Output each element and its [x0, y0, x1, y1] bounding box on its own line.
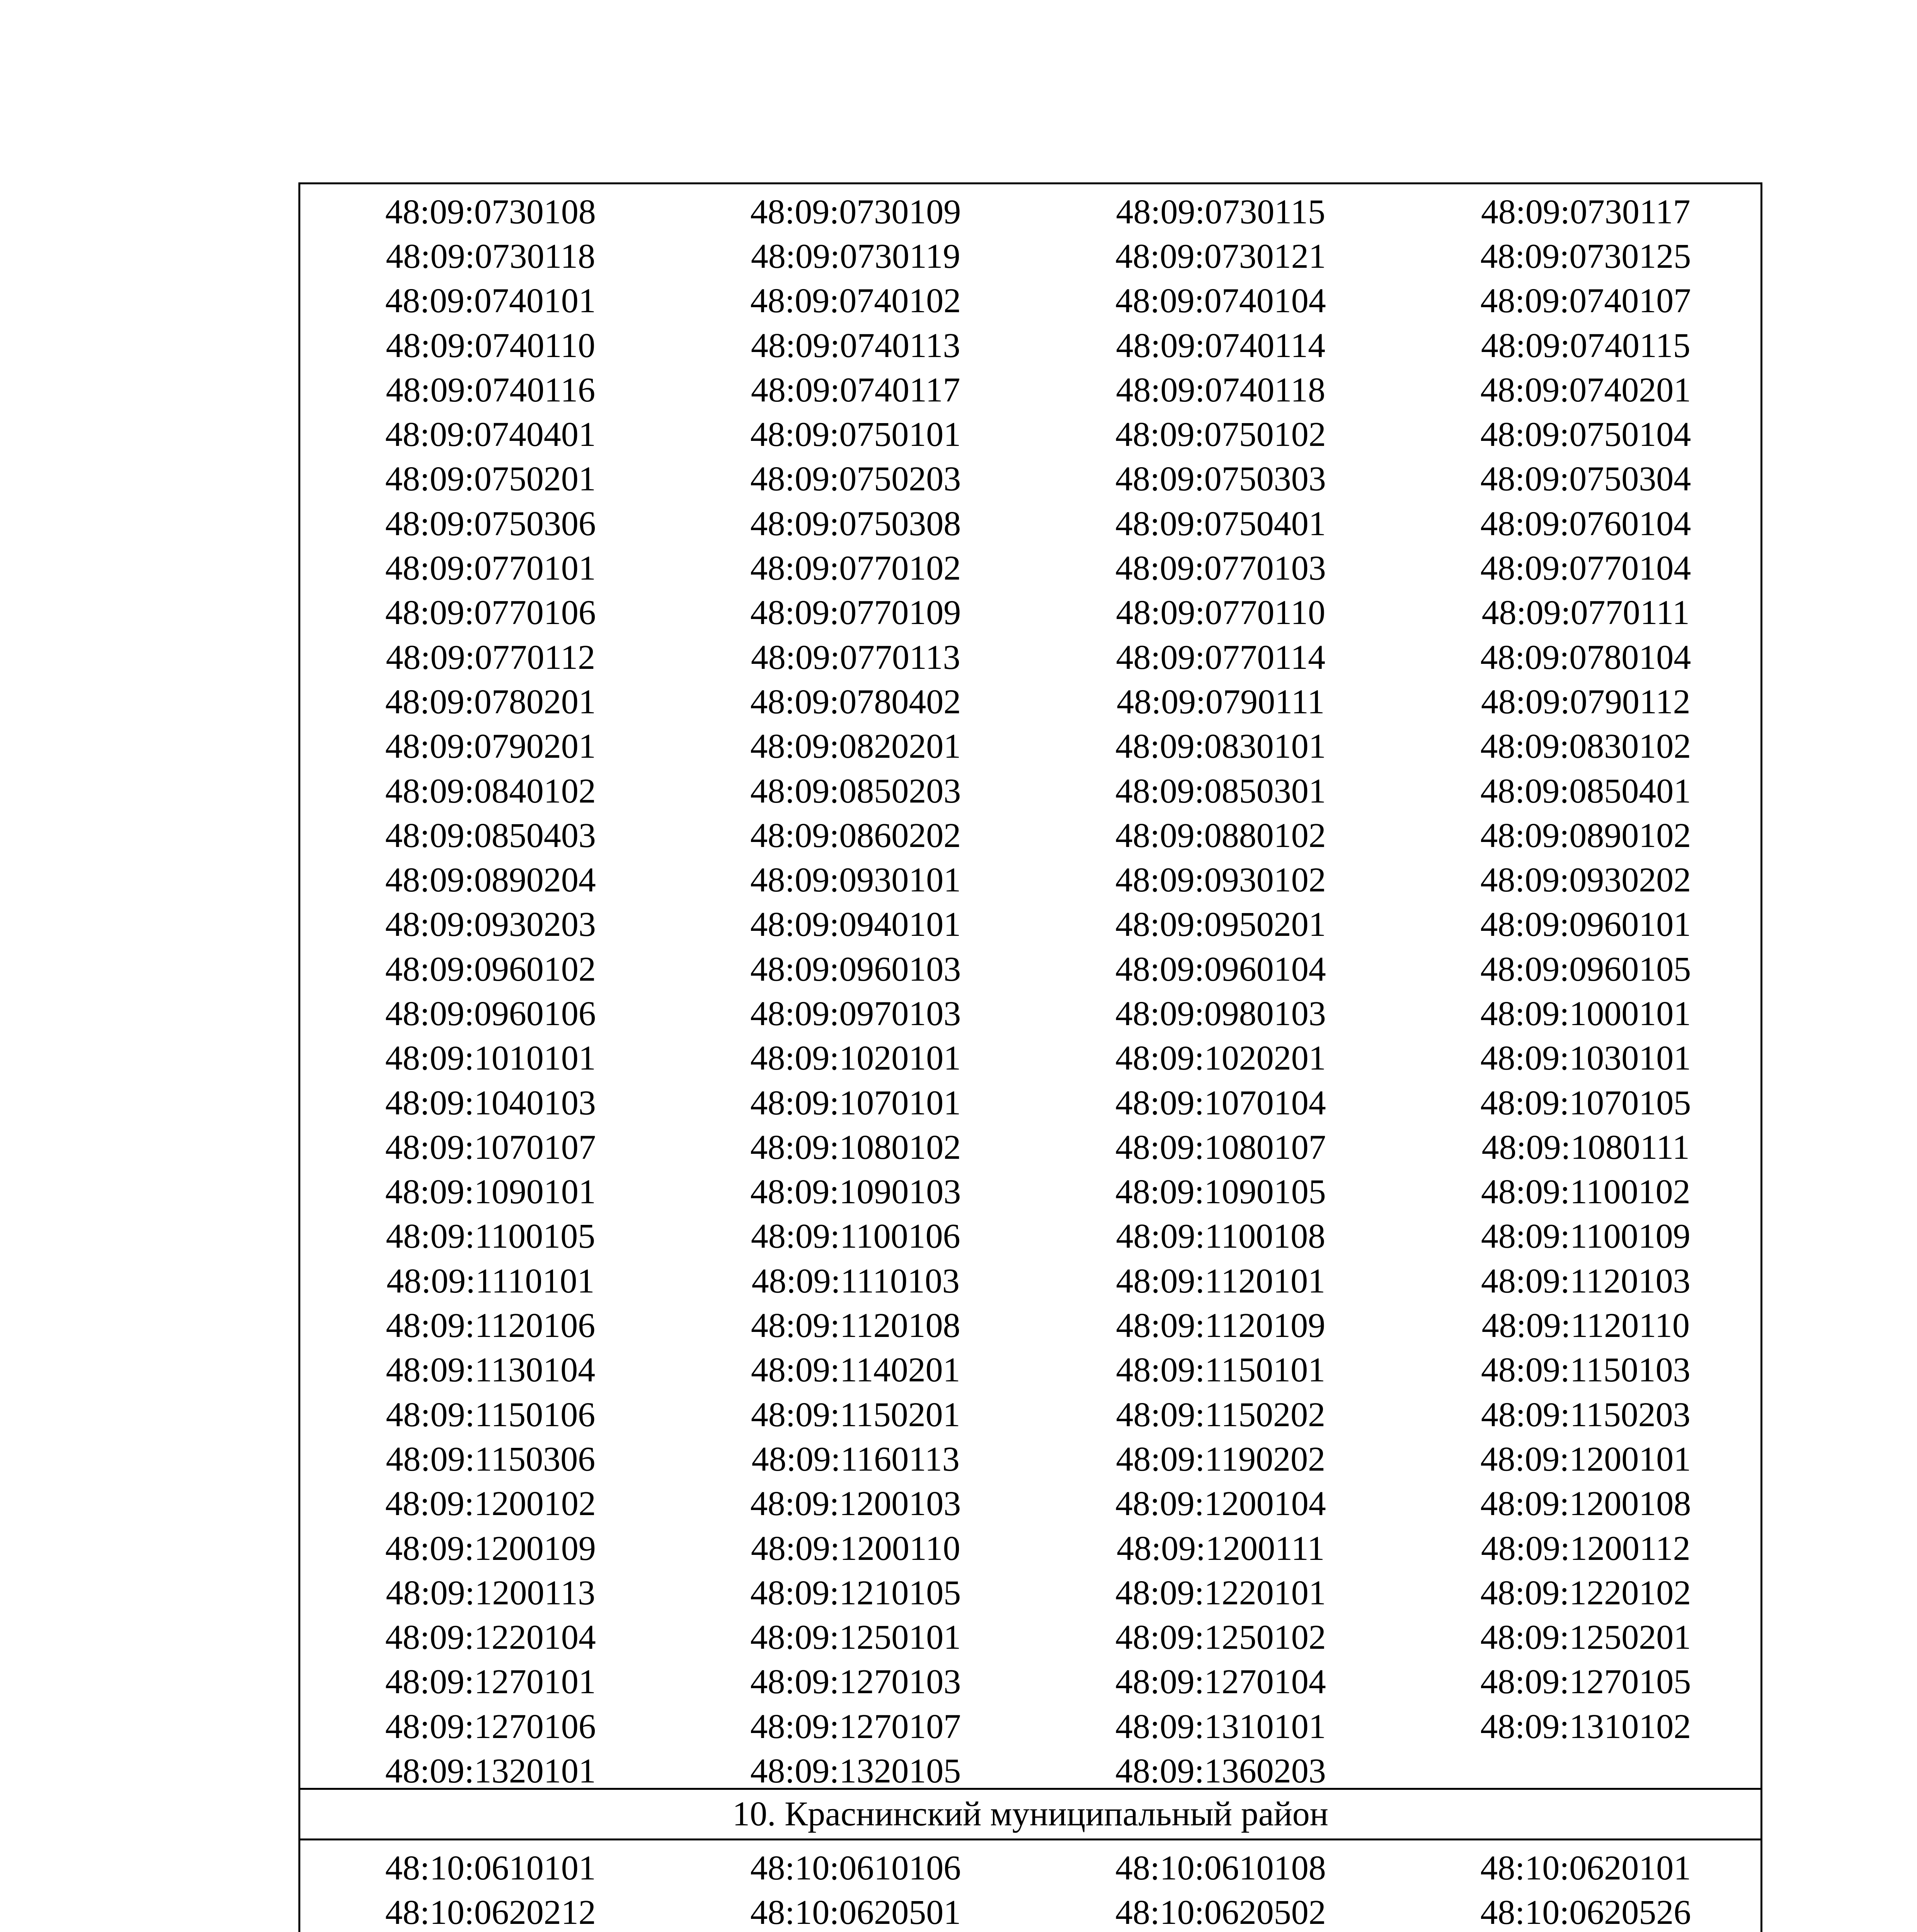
cadastral-number-cell: 48:09:0770104 [1480, 549, 1691, 588]
cadastral-number-cell: 48:09:1100105 [386, 1217, 596, 1256]
table-row [300, 234, 1760, 279]
cadastral-number-cell: 48:09:0740101 [385, 282, 596, 320]
cadastral-number-cell: 48:09:0730108 [385, 192, 596, 231]
table-row [300, 1125, 1760, 1170]
cadastral-number-cell: 48:09:0960101 [1480, 905, 1691, 944]
cadastral-number-cell: 48:09:0740104 [1115, 282, 1326, 320]
cadastral-number-cell: 48:09:0750203 [750, 460, 961, 498]
cadastral-number-cell: 48:09:0820201 [750, 727, 961, 766]
table-row [300, 1081, 1760, 1125]
table-row [300, 1348, 1760, 1393]
cadastral-number-cell: 48:09:0740115 [1481, 326, 1691, 365]
cadastral-number-cell: 48:09:1200104 [1115, 1485, 1326, 1523]
cadastral-number-cell: 48:09:0950201 [1115, 905, 1326, 944]
cadastral-number-cell: 48:09:1200113 [386, 1573, 596, 1612]
table-row [300, 457, 1760, 502]
table-row [300, 1571, 1760, 1615]
cadastral-number-cell: 48:09:1200108 [1480, 1485, 1691, 1523]
cadastral-number-cell: 48:09:1160113 [751, 1440, 960, 1478]
cadastral-number-cell: 48:09:0770112 [386, 638, 596, 677]
cadastral-number-cell: 48:09:0770101 [385, 549, 596, 588]
cadastral-number-cell: 48:09:0790201 [385, 727, 596, 766]
table-row [300, 1482, 1760, 1526]
cadastral-number-cell: 48:09:0880102 [1115, 816, 1326, 855]
cadastral-number-cell: 48:09:0740201 [1480, 371, 1691, 409]
cadastral-number-cell: 48:09:1150306 [386, 1440, 596, 1478]
cadastral-number-cell: 48:09:1310101 [1115, 1707, 1326, 1746]
cadastral-number-cell: 48:09:0730118 [386, 237, 596, 276]
cadastral-number-cell: 48:09:0960106 [385, 994, 596, 1033]
cadastral-number-cell: 48:09:1220101 [1115, 1573, 1326, 1612]
cadastral-number-cell: 48:09:0980103 [1115, 994, 1326, 1033]
cadastral-number-cell: 48:09:1070101 [750, 1083, 961, 1122]
cadastral-number-cell: 48:09:1270106 [385, 1707, 596, 1746]
table-row [300, 190, 1760, 234]
cadastral-number-cell: 48:09:1120109 [1116, 1306, 1326, 1345]
cadastral-number-cell: 48:10:0620502 [1115, 1893, 1326, 1932]
cadastral-number-cell: 48:09:1120108 [751, 1306, 960, 1345]
cadastral-number-cell: 48:09:0780402 [750, 682, 961, 721]
table-row [300, 546, 1760, 590]
cadastral-number-cell: 48:09:1070107 [385, 1128, 596, 1167]
table-row [300, 1846, 1760, 1890]
cadastral-number-cell: 48:09:1200109 [385, 1529, 596, 1568]
cadastral-number-cell: 48:10:0620526 [1480, 1893, 1691, 1932]
cadastral-number-cell: 48:09:1120106 [386, 1306, 596, 1345]
cadastral-number-cell: 48:09:0750308 [750, 504, 961, 543]
table-row [300, 1170, 1760, 1214]
cadastral-number-cell: 48:09:0760104 [1480, 504, 1691, 543]
cadastral-number-cell: 48:09:0770114 [1116, 638, 1326, 677]
cadastral-number-cell: 48:09:1270107 [750, 1707, 961, 1746]
table-row [300, 1704, 1760, 1749]
cadastral-number-cell: 48:09:1010101 [385, 1039, 596, 1078]
table-row [300, 412, 1760, 457]
cadastral-number-cell: 48:09:1020101 [750, 1039, 961, 1078]
table-row [300, 591, 1760, 635]
cadastral-number-cell: 48:09:0860202 [750, 816, 961, 855]
cadastral-number-cell: 48:09:0960105 [1480, 950, 1691, 988]
table-row [300, 1259, 1760, 1303]
table-row [300, 1660, 1760, 1704]
table-row [300, 323, 1760, 368]
cadastral-number-cell: 48:09:1040103 [385, 1083, 596, 1122]
cadastral-number-cell: 48:09:0750101 [750, 415, 961, 454]
cadastral-number-cell: 48:09:0740107 [1480, 282, 1691, 320]
cadastral-number-cell: 48:09:0930202 [1480, 861, 1691, 900]
cadastral-number-cell: 48:09:0730121 [1115, 237, 1326, 276]
table-row [300, 1214, 1760, 1259]
cadastral-number-cell: 48:09:1120103 [1481, 1262, 1691, 1300]
cadastral-number-cell: 48:09:0730119 [751, 237, 960, 276]
table-block-district-9 [300, 184, 1760, 1791]
table-row [300, 279, 1760, 323]
cadastral-number-cell: 48:09:0740113 [751, 326, 960, 365]
cadastral-number-cell: 48:09:0790112 [1481, 682, 1691, 721]
cadastral-number-cell: 48:09:1110103 [751, 1262, 960, 1300]
cadastral-number-cell: 48:09:1250101 [750, 1618, 961, 1657]
cadastral-number-cell: 48:09:0750306 [385, 504, 596, 543]
table-row [300, 1393, 1760, 1437]
cadastral-number-cell: 48:09:0770102 [750, 549, 961, 588]
cadastral-number-cell: 48:09:1360203 [1115, 1752, 1326, 1791]
cadastral-number-cell: 48:09:1100108 [1116, 1217, 1326, 1256]
cadastral-number-cell: 48:09:0780104 [1480, 638, 1691, 677]
cadastral-number-cell: 48:09:0750104 [1480, 415, 1691, 454]
cadastral-number-cell: 48:09:0930102 [1115, 861, 1326, 900]
cadastral-number-cell: 48:09:0830101 [1115, 727, 1326, 766]
cadastral-number-cell: 48:10:0620501 [750, 1893, 961, 1932]
table-row [300, 1616, 1760, 1660]
cadastral-number-cell: 48:09:0960103 [750, 950, 961, 988]
cadastral-number-cell: 48:09:0770106 [385, 594, 596, 632]
cadastral-number-cell: 48:09:1080111 [1481, 1128, 1690, 1167]
cadastral-number-cell: 48:09:1270105 [1480, 1663, 1691, 1701]
cadastral-number-cell: 48:09:0750304 [1480, 460, 1691, 498]
table-row [300, 858, 1760, 902]
cadastral-number-cell: 48:09:0730115 [1116, 192, 1326, 231]
cadastral-number-cell: 48:09:0770110 [1116, 594, 1326, 632]
cadastral-number-cell: 48:09:1220104 [385, 1618, 596, 1657]
cadastral-number-cell: 48:09:0890102 [1480, 816, 1691, 855]
table-row [300, 1526, 1760, 1571]
cadastral-number-cell: 48:09:0750303 [1115, 460, 1326, 498]
cadastral-number-cell: 48:09:1100109 [1481, 1217, 1691, 1256]
cadastral-number-cell: 48:09:1270101 [385, 1663, 596, 1701]
cadastral-number-cell: 48:09:1070104 [1115, 1083, 1326, 1122]
cadastral-number-cell: 48:09:0730125 [1480, 237, 1691, 276]
table-row [300, 724, 1760, 769]
cadastral-number-cell: 48:09:1120101 [1116, 1262, 1326, 1300]
cadastral-number-cell: 48:09:0750401 [1115, 504, 1326, 543]
cadastral-number-cell: 48:09:1250102 [1115, 1618, 1326, 1657]
cadastral-number-cell: 48:09:1200110 [751, 1529, 960, 1568]
cadastral-number-cell: 48:09:1120110 [1481, 1306, 1690, 1345]
cadastral-number-cell: 48:09:0730117 [1481, 192, 1691, 231]
cadastral-number-cell: 48:09:1270104 [1115, 1663, 1326, 1701]
cadastral-number-cell: 48:09:1150202 [1116, 1395, 1326, 1434]
cadastral-number-cell: 48:10:0610106 [750, 1849, 961, 1887]
cadastral-number-cell: 48:09:0740114 [1116, 326, 1326, 365]
cadastral-number-cell: 48:09:1270103 [750, 1663, 961, 1701]
table-row [300, 1749, 1760, 1793]
cadastral-number-cell: 48:09:1100106 [751, 1217, 960, 1256]
cadastral-number-cell: 48:09:1310102 [1480, 1707, 1691, 1746]
cadastral-number-cell: 48:09:1020201 [1115, 1039, 1326, 1078]
table-block-district-10 [300, 1840, 1760, 1932]
cadastral-number-cell: 48:10:0610101 [385, 1849, 596, 1887]
cadastral-number-cell: 48:09:0960104 [1115, 950, 1326, 988]
cadastral-number-cell: 48:09:1200101 [1480, 1440, 1691, 1478]
cadastral-number-cell: 48:09:1150103 [1481, 1351, 1691, 1389]
cadastral-number-cell: 48:09:0850203 [750, 772, 961, 810]
cadastral-number-cell: 48:09:1220102 [1480, 1573, 1691, 1612]
table-row [300, 1303, 1760, 1348]
cadastral-number-cell: 48:09:0730109 [750, 192, 961, 231]
cadastral-number-cell: 48:09:0740110 [386, 326, 596, 365]
cadastral-number-cell: 48:10:0610108 [1115, 1849, 1326, 1887]
table-row [300, 502, 1760, 546]
table-row [300, 992, 1760, 1036]
cadastral-number-cell: 48:09:0840102 [385, 772, 596, 810]
table-row [300, 1036, 1760, 1081]
table-row [300, 1890, 1760, 1932]
cadastral-number-cell: 48:09:0790111 [1117, 682, 1325, 721]
cadastral-number-cell: 48:09:0830102 [1480, 727, 1691, 766]
cadastral-number-cell: 48:09:1080102 [750, 1128, 961, 1167]
cadastral-number-cell: 48:09:0930101 [750, 861, 961, 900]
table-row [300, 680, 1760, 724]
cadastral-number-cell: 48:09:1090101 [385, 1173, 596, 1211]
section-heading: 10. Краснинский муниципальный район [300, 1788, 1760, 1840]
cadastral-number-cell: 48:09:1140201 [751, 1351, 960, 1389]
cadastral-number-cell: 48:09:1130104 [386, 1351, 596, 1389]
table-row [300, 903, 1760, 947]
cadastral-number-cell: 48:09:0740116 [386, 371, 596, 409]
cadastral-number-cell: 48:09:0780201 [385, 682, 596, 721]
cadastral-number-cell: 48:09:1320105 [750, 1752, 961, 1791]
cadastral-table [298, 182, 1762, 1932]
cadastral-number-cell: 48:09:0850401 [1480, 772, 1691, 810]
cadastral-number-cell: 48:09:1000101 [1480, 994, 1691, 1033]
table-row [300, 1437, 1760, 1481]
cadastral-number-cell: 48:09:1090105 [1115, 1173, 1326, 1211]
cadastral-number-cell: 48:09:1210105 [750, 1573, 961, 1612]
cadastral-number-cell: 48:09:0740117 [751, 371, 960, 409]
cadastral-number-cell: 48:09:1070105 [1480, 1083, 1691, 1122]
cadastral-number-cell: 48:09:1190202 [1116, 1440, 1326, 1478]
cadastral-number-cell: 48:09:1200103 [750, 1485, 961, 1523]
cadastral-number-cell: 48:10:0620101 [1480, 1849, 1691, 1887]
cadastral-number-cell: 48:09:1080107 [1115, 1128, 1326, 1167]
table-row [300, 368, 1760, 412]
cadastral-number-cell: 48:09:0770109 [750, 594, 961, 632]
cadastral-number-cell: 48:09:0890204 [385, 861, 596, 900]
cadastral-number-cell: 48:09:1320101 [385, 1752, 596, 1791]
cadastral-number-cell: 48:09:1200102 [385, 1485, 596, 1523]
table-row [300, 769, 1760, 813]
cadastral-number-cell: 48:09:1110101 [386, 1262, 595, 1300]
cadastral-number-cell: 48:09:1200111 [1117, 1529, 1325, 1568]
cadastral-number-cell: 48:09:0850403 [385, 816, 596, 855]
table-row [300, 947, 1760, 992]
cadastral-number-cell: 48:09:0750102 [1115, 415, 1326, 454]
cadastral-number-cell: 48:10:0620212 [385, 1893, 596, 1932]
cadastral-number-cell: 48:09:0740401 [385, 415, 596, 454]
cadastral-number-cell: 48:09:1150201 [751, 1395, 960, 1434]
cadastral-number-cell: 48:09:1250201 [1480, 1618, 1691, 1657]
cadastral-number-cell: 48:09:0770113 [751, 638, 960, 677]
cadastral-number-cell: 48:09:1150203 [1481, 1395, 1691, 1434]
cadastral-number-cell: 48:09:0750201 [385, 460, 596, 498]
cadastral-number-cell: 48:09:1090103 [750, 1173, 961, 1211]
cadastral-number-cell: 48:09:1150101 [1116, 1351, 1326, 1389]
cadastral-number-cell: 48:09:0740118 [1116, 371, 1326, 409]
cadastral-number-cell: 48:09:0770111 [1481, 594, 1690, 632]
cadastral-number-cell: 48:09:0930203 [385, 905, 596, 944]
cadastral-number-cell: 48:09:0770103 [1115, 549, 1326, 588]
cadastral-number-cell: 48:09:0960102 [385, 950, 596, 988]
table-row [300, 635, 1760, 680]
cadastral-number-cell: 48:09:1200112 [1481, 1529, 1691, 1568]
cadastral-number-cell: 48:09:0940101 [750, 905, 961, 944]
cadastral-number-cell: 48:09:0740102 [750, 282, 961, 320]
cadastral-number-cell: 48:09:0850301 [1115, 772, 1326, 810]
cadastral-number-cell: 48:09:1100102 [1481, 1173, 1691, 1211]
cadastral-number-cell: 48:09:1030101 [1480, 1039, 1691, 1078]
table-row [300, 813, 1760, 858]
cadastral-number-cell: 48:09:1150106 [386, 1395, 596, 1434]
cadastral-number-cell: 48:09:0970103 [750, 994, 961, 1033]
